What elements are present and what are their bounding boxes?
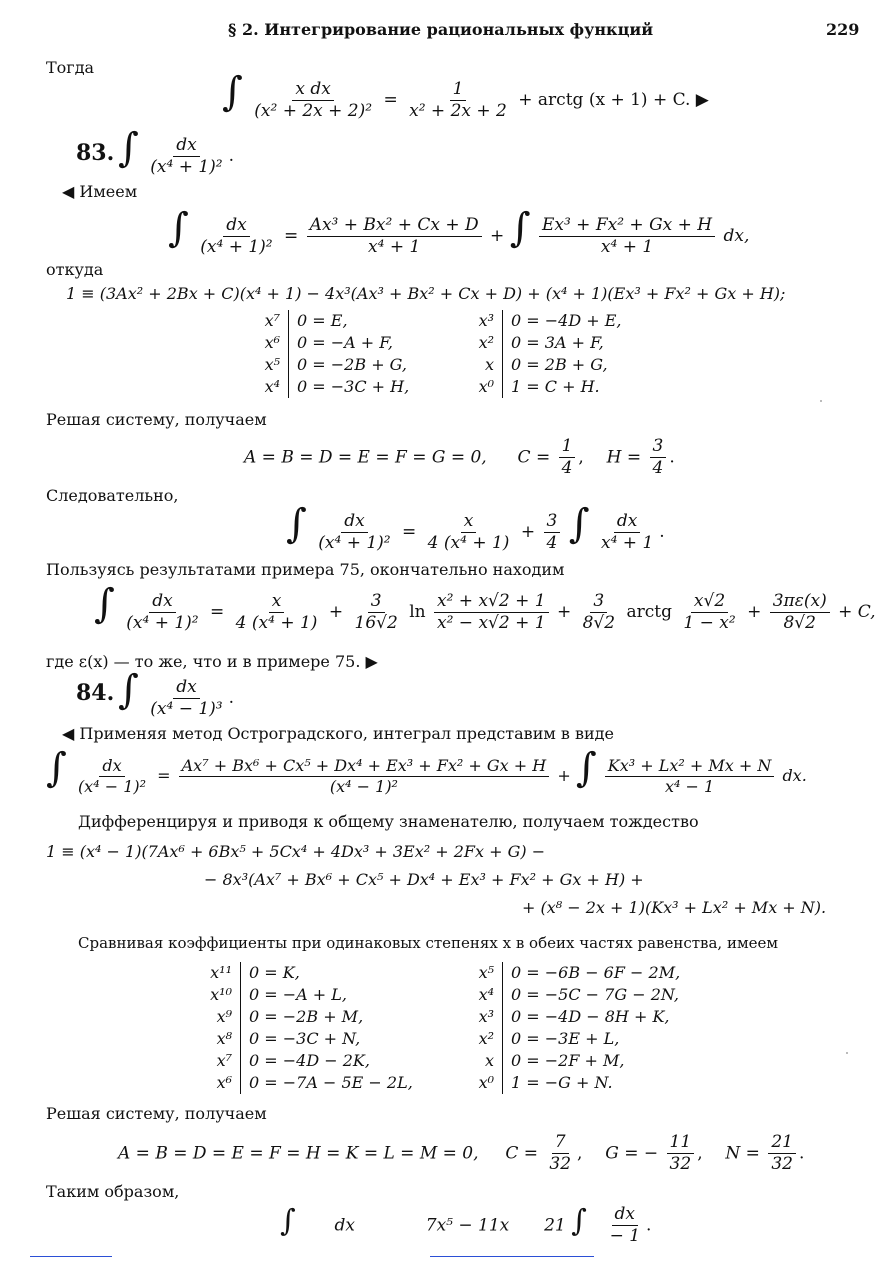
system-power: x⁴ [478,985,494,1004]
system-equation: 0 = −3E + L, [502,1028,619,1050]
system-equation: 0 = −A + F, [288,332,393,354]
system-equation: 0 = −2F + M, [502,1050,625,1072]
example-83-number: 83. [76,140,115,166]
system-power: x⁰ [478,1073,494,1092]
example-84-integral: ∫ $\frac{dx}{\text{(x⁴ − 1)³}}$ . [118,667,235,719]
identity-83: 1 ≡ (3Ax² + 2Bx + C)(x⁴ + 1) − 4x³(Ax³ + Bx² + Cx + D) + (x⁴ + 1)(Ex³ + Fx² + Gx + H); [66,284,786,303]
scan-speck [846,1052,848,1054]
system-84-right [462,962,680,1094]
system-row [462,1072,680,1094]
system-row [462,332,622,354]
system-row [200,1028,413,1050]
system-equation: 0 = −5C − 7G − 2N, [502,984,679,1006]
system-equation: 1 = C + H. [502,376,600,398]
system-84-left [200,962,413,1094]
system-row [462,376,622,398]
system-row [462,310,622,332]
system-equation: 0 = −A + L, [240,984,347,1006]
system-row [200,1072,413,1094]
system-equation: 0 = K, [240,962,300,984]
identity-84-line1: 1 ≡ (x⁴ − 1)(7Ax⁶ + 6Bx⁵ + 5Cx⁴ + 4Dx³ + 3Ex² + 2Fx + G) − [46,842,546,861]
text-togda: Тогда [46,58,95,77]
system-equation: 0 = −4D + E, [502,310,622,332]
identity-84-line2: − 8x³(Ax⁷ + Bx⁶ + Cx⁵ + Dx⁴ + Ex³ + Fx² + Gx + H) + [204,870,644,889]
footer-link-left[interactable] [30,1256,112,1257]
text-primenyaya: ◀ Применяя метод Остроградского, интеграл представим в виде [62,724,614,743]
system-power: x [484,1051,494,1070]
system-row [462,1050,680,1072]
page-header-title: § 2. Интегрирование рациональных функций [228,20,654,39]
system-equation: 0 = E, [288,310,348,332]
system-power: x⁵ [478,963,494,982]
system-equation: 0 = −2B + M, [240,1006,363,1028]
system-83-right [462,310,622,398]
page-number: 229 [826,20,860,39]
system-power: x⁴ [264,377,280,396]
system-equation: 0 = −2B + G, [288,354,407,376]
equation-1: ∫ $\frac{\text{x dx}}{\text{(x² + 2x + 2)²}}$ = $\frac{1}{\text{x² + 2x + 2}}$ + arctg (x + 1) + C. ▶ [222,69,709,121]
example-84-number: 84. [76,680,115,706]
system-power: x¹⁰ [210,985,232,1004]
system-power: x⁵ [264,355,280,374]
system-power: x⁶ [264,333,280,352]
eq1-tail: + arctg (x + 1) + C. ▶ [518,90,709,110]
system-row [200,1006,413,1028]
fraction: $\frac{1}{\text{x² + 2x + 2}}$ [409,78,507,121]
system-power: x⁷ [264,311,280,330]
system-row [462,1028,680,1050]
scan-speck [820,400,822,402]
system-row [462,984,680,1006]
equation-83-decomp: ∫ $\frac{dx}{\text{(x⁴ + 1)²}}$ = $\frac{\text{Ax³ + Bx² + Cx + D}}{\text{x⁴ + 1}}$ + ∫ $\frac{\text{Ex³ + Fx² + Gx + H}}{\text{x⁴ + 1}}$ dx, [168,205,750,257]
solution-83: A = B = D = E = F = G = 0, C = $\frac{1}{4}$ , H = $\frac{3}{4}$ . [244,436,675,479]
system-row [200,962,413,984]
system-power: x⁶ [216,1073,232,1092]
text-sravnivaya: Сравнивая коэффициенты при одинаковых степенях x в обеих частях равенства, имеем [78,934,779,952]
system-power: x¹¹ [210,963,232,982]
system-equation: 0 = 2B + G, [502,354,608,376]
system-row [248,354,409,376]
system-power: x² [478,333,494,352]
system-equation: 0 = −3C + N, [240,1028,360,1050]
solution-84: A = B = D = E = F = H = K = L = M = 0, C = $\frac{7}{32}$ , G = − $\frac{11}{32}$ , N = $\frac{21}{32}$ . [118,1132,805,1175]
system-power: x⁷ [216,1051,232,1070]
system-row [462,962,680,984]
fraction: $\frac{\text{x dx}}{\text{(x² + 2x + 2)²}}$ [254,78,373,121]
system-power: x² [478,1029,494,1048]
text-takim: Таким образом, [46,1182,180,1201]
system-power: x⁸ [216,1029,232,1048]
system-equation: 0 = −4D − 8H + K, [502,1006,670,1028]
system-83-left [248,310,409,398]
footer-link-center[interactable] [430,1256,594,1257]
system-row [200,1050,413,1072]
identity-84-line3: + (x⁸ − 2x + 1)(Kx³ + Lx² + Mx + N). [522,898,827,917]
text-gde: где ε(x) — то же, что и в примере 75. ▶ [46,652,378,671]
equation-83-reduced: ∫ $\frac{dx}{\text{(x⁴ + 1)²}}$ = $\frac{x}{\text{4 (x⁴ + 1)}}$ + $\frac{3}{4}$ ∫ $\frac{dx}{\text{x⁴ + 1}}$ . [286,501,665,553]
system-row [200,984,413,1006]
equation-84-ostrogradsky: ∫ $\frac{dx}{\text{(x⁴ − 1)²}}$ = $\frac{\text{Ax⁷ + Bx⁶ + Cx⁵ + Dx⁴ + Ex³ + Fx² + Gx + H}}{\text{(x⁴ − 1)²}}$ + ∫ $\frac{\text{Kx³ + Lx² + Mx + N}}{\text{x⁴ − 1}}$ dx. [46,745,807,796]
system-power: x³ [478,311,494,330]
system-equation: 0 = 3A + F, [502,332,604,354]
system-power: x³ [478,1007,494,1026]
system-equation: 0 = −3C + H, [288,376,409,398]
text-otkuda: откуда [46,260,104,279]
equation-84-final-partial: ∫ dx 7x⁵ − 11x 21 ∫ $\frac{dx}{- 1}$ . [280,1204,652,1247]
system-power: x⁰ [478,377,494,396]
system-row [248,310,409,332]
equation-83-final: ∫ $\frac{dx}{\text{(x⁴ + 1)²}}$ = $\frac{x}{\text{4 (x⁴ + 1)}}$ + $\frac{3}{16√2}$ ln $\frac{\text{x² + x√2 + 1}}{\text{x² − x√2 + 1}}$ + $\frac{3}{8√2}$ arctg $\frac{x√2}{\text{1 − x²}}$ + $\frac{3\pi\varepsilon(x)}{8√2}$ + C, [94,581,876,633]
system-equation: 0 = −4D − 2K, [240,1050,370,1072]
system-row [248,332,409,354]
text-polzuyas: Пользуясь результатами примера 75, окончательно находим [46,560,565,579]
system-equation: 0 = −6B − 6F − 2M, [502,962,680,984]
integral-sign: ∫ [222,69,243,115]
text-sledovatelno: Следовательно, [46,486,179,505]
system-equation: 1 = −G + N. [502,1072,613,1094]
system-power: x⁹ [216,1007,232,1026]
system-power: x [484,355,494,374]
example-83-integral: ∫ $\frac{dx}{\text{(x⁴ + 1)²}}$ . [118,125,235,177]
system-row [248,376,409,398]
text-resh2: Решая систему, получаем [46,1104,267,1123]
text-differ: Дифференцируя и приводя к общему знаменателю, получаем тождество [78,812,699,831]
system-row [462,354,622,376]
system-row [462,1006,680,1028]
text-resh1: Решая систему, получаем [46,410,267,429]
system-equation: 0 = −7A − 5E − 2L, [240,1072,413,1094]
text-imeem: ◀ Имеем [62,182,138,201]
